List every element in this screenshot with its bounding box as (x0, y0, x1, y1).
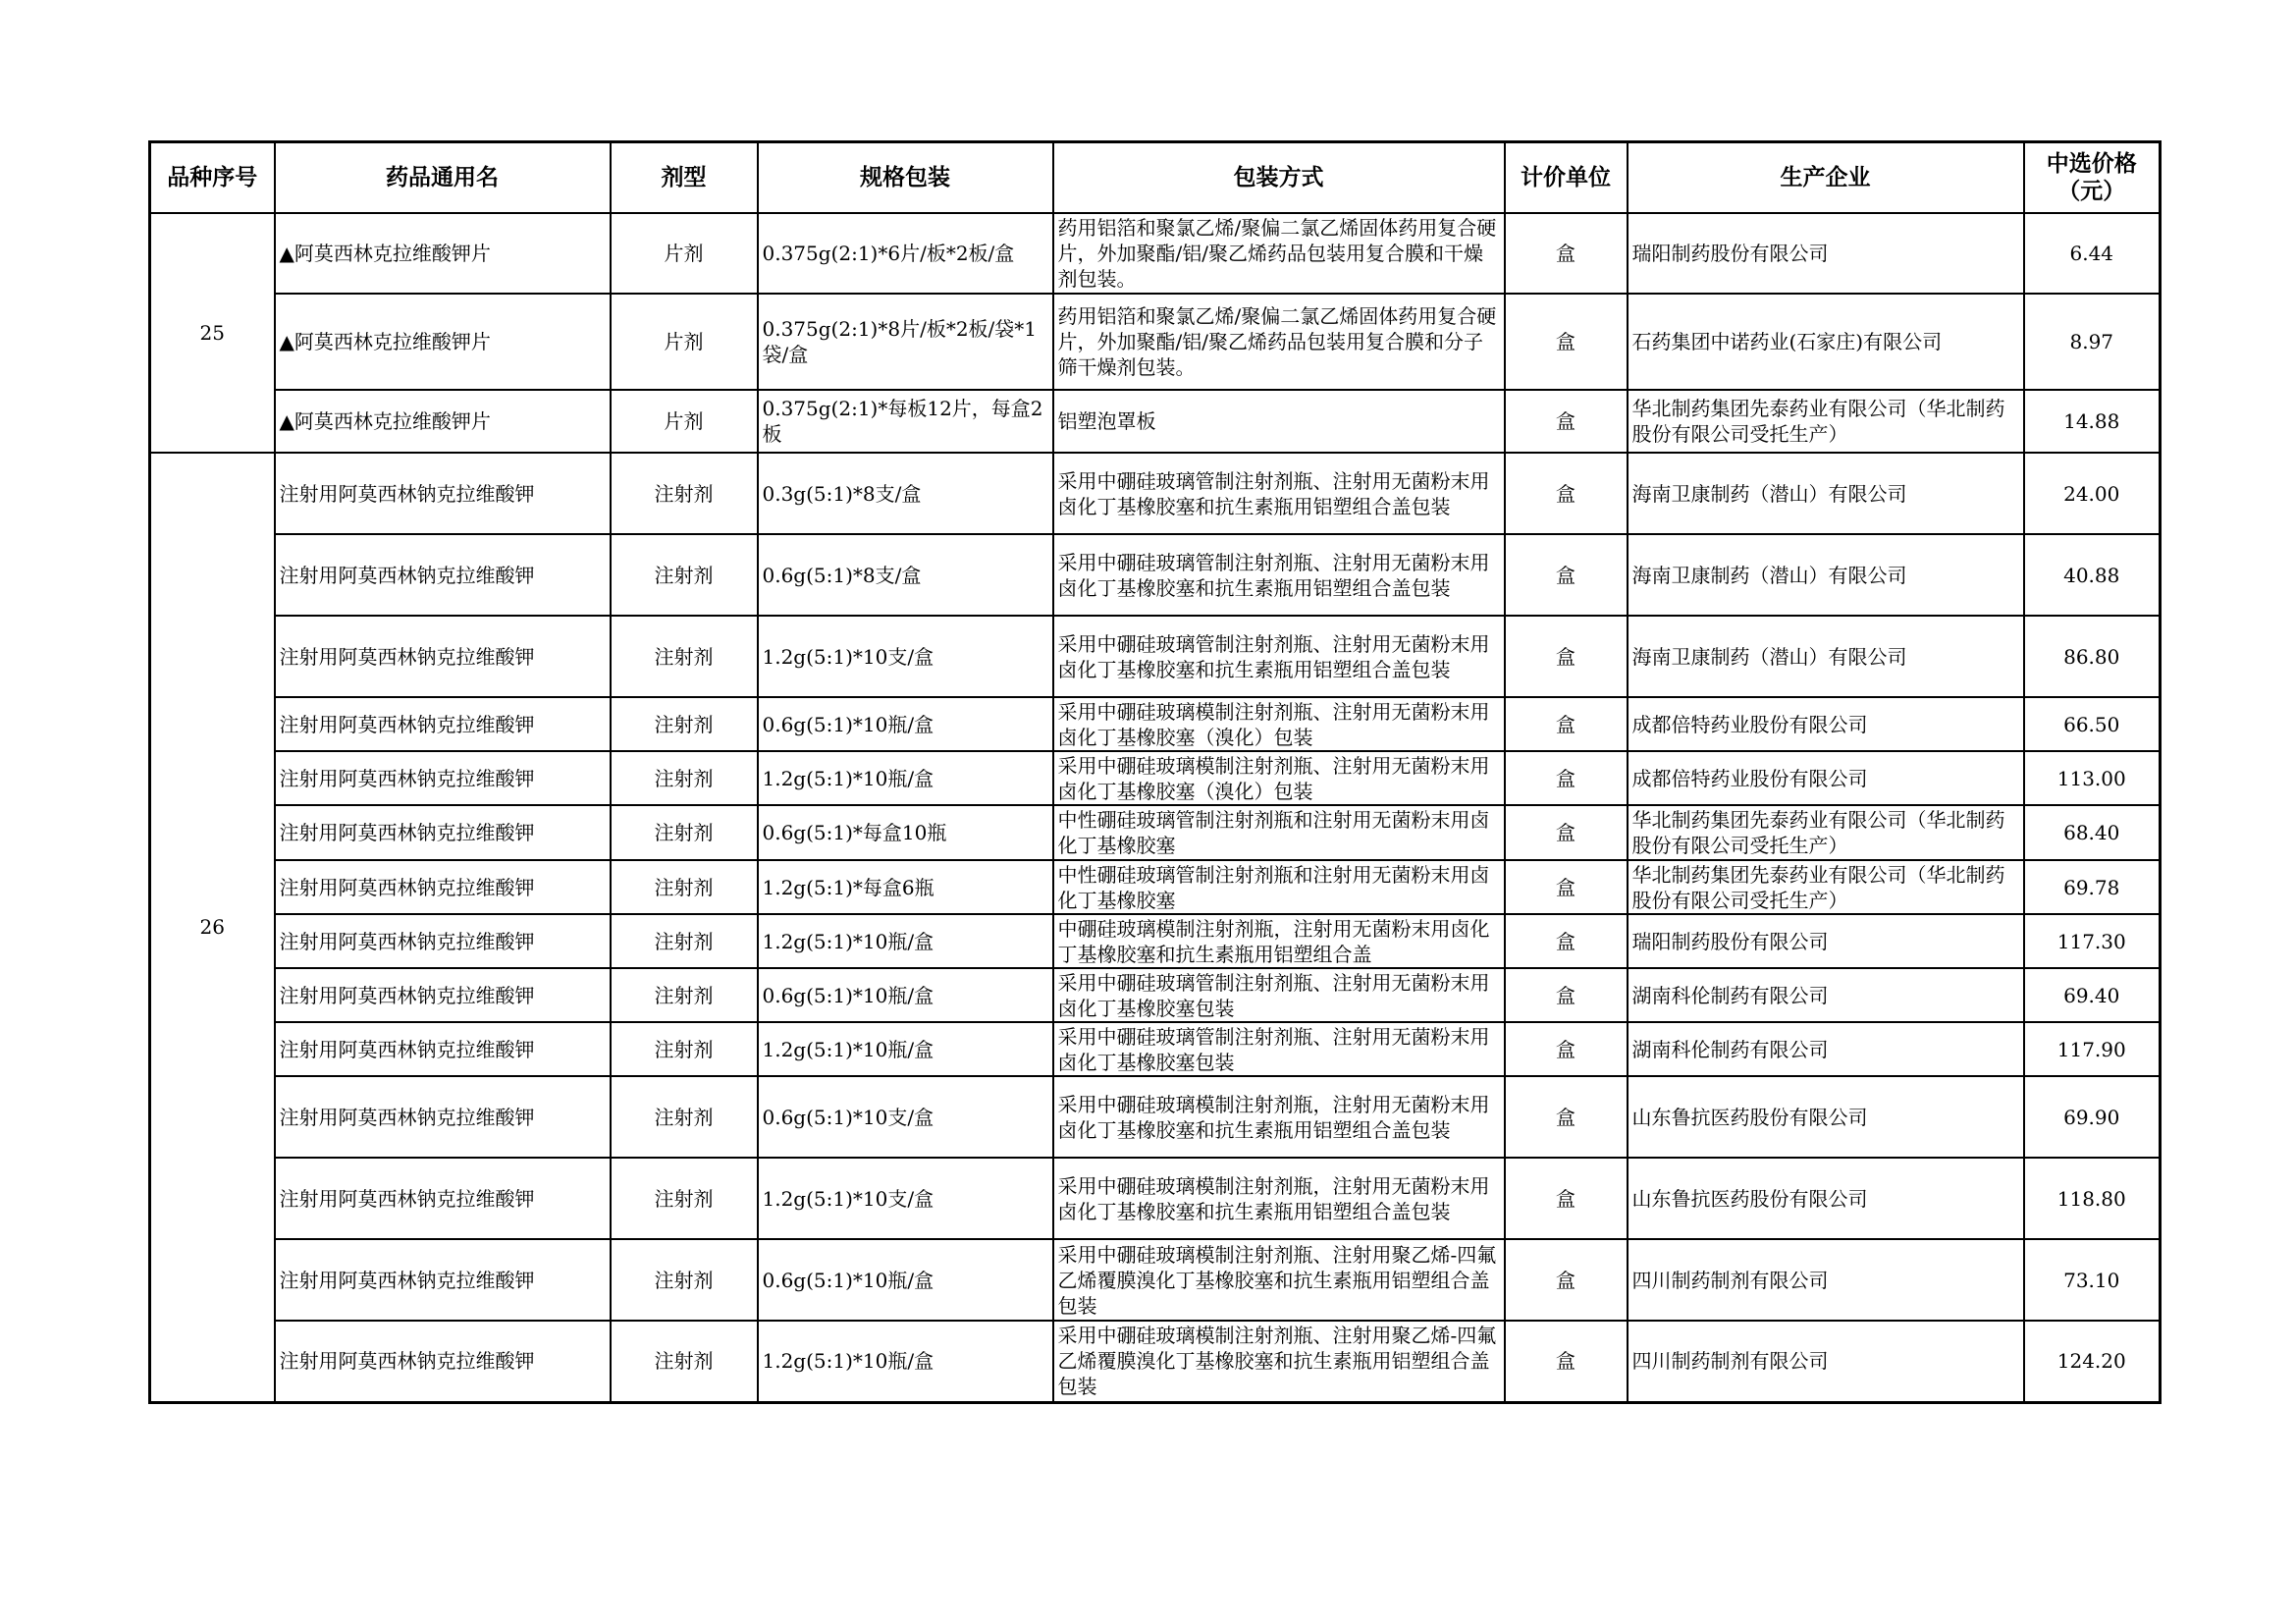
dosage-form-cell: 注射剂 (611, 1076, 758, 1158)
spec-package-cell: 0.375g(2:1)*8片/板*2板/袋*1袋/盒 (758, 294, 1053, 390)
pricing-unit-cell: 盒 (1505, 534, 1628, 616)
pricing-unit-cell: 盒 (1505, 1158, 1628, 1239)
header-packaging-method: 包装方式 (1053, 142, 1505, 214)
table-row (150, 697, 2161, 751)
pricing-unit-cell: 盒 (1505, 1022, 1628, 1076)
manufacturer-cell: 成都倍特药业股份有限公司 (1628, 751, 2024, 805)
dosage-form-cell: 片剂 (611, 390, 758, 453)
table-row (150, 616, 2161, 697)
table-row (150, 1239, 2161, 1321)
pricing-unit-cell: 盒 (1505, 860, 1628, 914)
spec-package-cell: 1.2g(5:1)*10瓶/盒 (758, 1022, 1053, 1076)
manufacturer-cell: 石药集团中诺药业(石家庄)有限公司 (1628, 294, 2024, 390)
table-body (150, 213, 2161, 1402)
packaging-method-cell: 药用铝箔和聚氯乙烯/聚偏二氯乙烯固体药用复合硬片，外加聚酯/铝/聚乙烯药品包装用复合膜和分子筛干燥剂包装。 (1053, 294, 1505, 390)
packaging-method-cell: 铝塑泡罩板 (1053, 390, 1505, 453)
header-variety-no: 品种序号 (150, 142, 275, 214)
packaging-method-cell: 采用中硼硅玻璃模制注射剂瓶、注射用聚乙烯-四氟乙烯覆膜溴化丁基橡胶塞和抗生素瓶用铝塑组合盖包装 (1053, 1321, 1505, 1402)
generic-name-cell: 注射用阿莫西林钠克拉维酸钾 (275, 860, 611, 914)
manufacturer-cell: 海南卫康制药（潜山）有限公司 (1628, 534, 2024, 616)
packaging-method-cell: 采用中硼硅玻璃模制注射剂瓶、注射用无菌粉末用卤化丁基橡胶塞（溴化）包装 (1053, 697, 1505, 751)
generic-name-cell: 注射用阿莫西林钠克拉维酸钾 (275, 534, 611, 616)
price-cell: 73.10 (2024, 1239, 2161, 1321)
header-row (150, 142, 2161, 214)
dosage-form-cell: 注射剂 (611, 697, 758, 751)
dosage-form-cell: 注射剂 (611, 751, 758, 805)
drug-price-table (148, 140, 2162, 1404)
spec-package-cell: 1.2g(5:1)*每盒6瓶 (758, 860, 1053, 914)
pricing-unit-cell: 盒 (1505, 616, 1628, 697)
spec-package-cell: 1.2g(5:1)*10支/盒 (758, 1158, 1053, 1239)
price-cell: 40.88 (2024, 534, 2161, 616)
manufacturer-cell: 海南卫康制药（潜山）有限公司 (1628, 453, 2024, 534)
generic-name-cell: 注射用阿莫西林钠克拉维酸钾 (275, 1158, 611, 1239)
dosage-form-cell: 注射剂 (611, 968, 758, 1022)
generic-name-cell: 注射用阿莫西林钠克拉维酸钾 (275, 1321, 611, 1402)
manufacturer-cell: 瑞阳制药股份有限公司 (1628, 914, 2024, 968)
table-row (150, 1321, 2161, 1402)
price-cell: 69.78 (2024, 860, 2161, 914)
generic-name-cell: 注射用阿莫西林钠克拉维酸钾 (275, 616, 611, 697)
spec-package-cell: 0.3g(5:1)*8支/盒 (758, 453, 1053, 534)
generic-name-cell: 注射用阿莫西林钠克拉维酸钾 (275, 805, 611, 860)
pricing-unit-cell: 盒 (1505, 213, 1628, 294)
variety-number-cell: 26 (150, 453, 275, 1402)
table-row (150, 390, 2161, 453)
dosage-form-cell: 片剂 (611, 213, 758, 294)
spec-package-cell: 0.6g(5:1)*10支/盒 (758, 1076, 1053, 1158)
manufacturer-cell: 华北制药集团先泰药业有限公司（华北制药股份有限公司受托生产） (1628, 390, 2024, 453)
variety-number-cell: 25 (150, 213, 275, 453)
spec-package-cell: 1.2g(5:1)*10瓶/盒 (758, 914, 1053, 968)
price-cell: 117.90 (2024, 1022, 2161, 1076)
dosage-form-cell: 注射剂 (611, 860, 758, 914)
pricing-unit-cell: 盒 (1505, 453, 1628, 534)
dosage-form-cell: 注射剂 (611, 805, 758, 860)
generic-name-cell: 注射用阿莫西林钠克拉维酸钾 (275, 1076, 611, 1158)
packaging-method-cell: 采用中硼硅玻璃模制注射剂瓶、注射用聚乙烯-四氟乙烯覆膜溴化丁基橡胶塞和抗生素瓶用铝塑组合盖包装 (1053, 1239, 1505, 1321)
dosage-form-cell: 注射剂 (611, 1158, 758, 1239)
pricing-unit-cell: 盒 (1505, 914, 1628, 968)
packaging-method-cell: 采用中硼硅玻璃管制注射剂瓶、注射用无菌粉末用卤化丁基橡胶塞和抗生素瓶用铝塑组合盖包装 (1053, 453, 1505, 534)
packaging-method-cell: 采用中硼硅玻璃模制注射剂瓶、注射用无菌粉末用卤化丁基橡胶塞（溴化）包装 (1053, 751, 1505, 805)
spec-package-cell: 0.6g(5:1)*8支/盒 (758, 534, 1053, 616)
price-cell: 124.20 (2024, 1321, 2161, 1402)
manufacturer-cell: 四川制药制剂有限公司 (1628, 1239, 2024, 1321)
generic-name-cell: 注射用阿莫西林钠克拉维酸钾 (275, 751, 611, 805)
header-selected-price (2024, 142, 2161, 214)
spec-package-cell: 0.6g(5:1)*10瓶/盒 (758, 697, 1053, 751)
pricing-unit-cell: 盒 (1505, 968, 1628, 1022)
price-cell: 24.00 (2024, 453, 2161, 534)
packaging-method-cell: 药用铝箔和聚氯乙烯/聚偏二氯乙烯固体药用复合硬片，外加聚酯/铝/聚乙烯药品包装用复合膜和干燥剂包装。 (1053, 213, 1505, 294)
packaging-method-cell: 中性硼硅玻璃管制注射剂瓶和注射用无菌粉末用卤化丁基橡胶塞 (1053, 805, 1505, 860)
price-cell: 8.97 (2024, 294, 2161, 390)
header-dosage-form: 剂型 (611, 142, 758, 214)
table-row (150, 1022, 2161, 1076)
table-row (150, 1076, 2161, 1158)
price-cell: 117.30 (2024, 914, 2161, 968)
manufacturer-cell: 华北制药集团先泰药业有限公司（华北制药股份有限公司受托生产） (1628, 805, 2024, 860)
header-generic-name: 药品通用名 (275, 142, 611, 214)
pricing-unit-cell: 盒 (1505, 1321, 1628, 1402)
manufacturer-cell: 华北制药集团先泰药业有限公司（华北制药股份有限公司受托生产） (1628, 860, 2024, 914)
dosage-form-cell: 注射剂 (611, 1239, 758, 1321)
table-row (150, 914, 2161, 968)
generic-name-cell: ▲阿莫西林克拉维酸钾片 (275, 213, 611, 294)
price-cell: 69.40 (2024, 968, 2161, 1022)
packaging-method-cell: 采用中硼硅玻璃模制注射剂瓶，注射用无菌粉末用卤化丁基橡胶塞和抗生素瓶用铝塑组合盖包装 (1053, 1076, 1505, 1158)
price-cell: 69.90 (2024, 1076, 2161, 1158)
packaging-method-cell: 采用中硼硅玻璃管制注射剂瓶、注射用无菌粉末用卤化丁基橡胶塞包装 (1053, 1022, 1505, 1076)
dosage-form-cell: 注射剂 (611, 616, 758, 697)
generic-name-cell: 注射用阿莫西林钠克拉维酸钾 (275, 453, 611, 534)
spec-package-cell: 1.2g(5:1)*10瓶/盒 (758, 1321, 1053, 1402)
table-row (150, 860, 2161, 914)
generic-name-cell: ▲阿莫西林克拉维酸钾片 (275, 294, 611, 390)
generic-name-cell: 注射用阿莫西林钠克拉维酸钾 (275, 1239, 611, 1321)
manufacturer-cell: 湖南科伦制药有限公司 (1628, 1022, 2024, 1076)
spec-package-cell: 0.375g(2:1)*6片/板*2板/盒 (758, 213, 1053, 294)
generic-name-cell: 注射用阿莫西林钠克拉维酸钾 (275, 914, 611, 968)
manufacturer-cell: 山东鲁抗医药股份有限公司 (1628, 1076, 2024, 1158)
header-price-line2: （元） (2057, 179, 2126, 204)
pricing-unit-cell: 盒 (1505, 390, 1628, 453)
price-cell: 14.88 (2024, 390, 2161, 453)
manufacturer-cell: 海南卫康制药（潜山）有限公司 (1628, 616, 2024, 697)
manufacturer-cell: 四川制药制剂有限公司 (1628, 1321, 2024, 1402)
table-row (150, 534, 2161, 616)
price-cell: 86.80 (2024, 616, 2161, 697)
pricing-unit-cell: 盒 (1505, 697, 1628, 751)
price-cell: 68.40 (2024, 805, 2161, 860)
price-cell: 118.80 (2024, 1158, 2161, 1239)
generic-name-cell: 注射用阿莫西林钠克拉维酸钾 (275, 1022, 611, 1076)
spec-package-cell: 1.2g(5:1)*10瓶/盒 (758, 751, 1053, 805)
price-cell: 66.50 (2024, 697, 2161, 751)
pricing-unit-cell: 盒 (1505, 1239, 1628, 1321)
price-cell: 6.44 (2024, 213, 2161, 294)
spec-package-cell: 0.375g(2:1)*每板12片，每盒2板 (758, 390, 1053, 453)
header-manufacturer: 生产企业 (1628, 142, 2024, 214)
packaging-method-cell: 中性硼硅玻璃管制注射剂瓶和注射用无菌粉末用卤化丁基橡胶塞 (1053, 860, 1505, 914)
price-cell: 113.00 (2024, 751, 2161, 805)
header-spec-package: 规格包装 (758, 142, 1053, 214)
generic-name-cell: 注射用阿莫西林钠克拉维酸钾 (275, 968, 611, 1022)
manufacturer-cell: 山东鲁抗医药股份有限公司 (1628, 1158, 2024, 1239)
spec-package-cell: 0.6g(5:1)*每盒10瓶 (758, 805, 1053, 860)
packaging-method-cell: 中硼硅玻璃模制注射剂瓶，注射用无菌粉末用卤化丁基橡胶塞和抗生素瓶用铝塑组合盖 (1053, 914, 1505, 968)
packaging-method-cell: 采用中硼硅玻璃管制注射剂瓶、注射用无菌粉末用卤化丁基橡胶塞包装 (1053, 968, 1505, 1022)
pricing-unit-cell: 盒 (1505, 805, 1628, 860)
table-row (150, 751, 2161, 805)
header-price-line1: 中选价格 (2046, 151, 2137, 177)
table-row (150, 213, 2161, 294)
header-pricing-unit: 计价单位 (1505, 142, 1628, 214)
generic-name-cell: ▲阿莫西林克拉维酸钾片 (275, 390, 611, 453)
spec-package-cell: 0.6g(5:1)*10瓶/盒 (758, 1239, 1053, 1321)
dosage-form-cell: 注射剂 (611, 534, 758, 616)
table-row (150, 453, 2161, 534)
table-row (150, 1158, 2161, 1239)
pricing-unit-cell: 盒 (1505, 1076, 1628, 1158)
generic-name-cell: 注射用阿莫西林钠克拉维酸钾 (275, 697, 611, 751)
packaging-method-cell: 采用中硼硅玻璃管制注射剂瓶、注射用无菌粉末用卤化丁基橡胶塞和抗生素瓶用铝塑组合盖包装 (1053, 616, 1505, 697)
manufacturer-cell: 成都倍特药业股份有限公司 (1628, 697, 2024, 751)
pricing-unit-cell: 盒 (1505, 294, 1628, 390)
dosage-form-cell: 注射剂 (611, 1321, 758, 1402)
packaging-method-cell: 采用中硼硅玻璃模制注射剂瓶，注射用无菌粉末用卤化丁基橡胶塞和抗生素瓶用铝塑组合盖包装 (1053, 1158, 1505, 1239)
table-row (150, 968, 2161, 1022)
dosage-form-cell: 注射剂 (611, 1022, 758, 1076)
manufacturer-cell: 瑞阳制药股份有限公司 (1628, 213, 2024, 294)
packaging-method-cell: 采用中硼硅玻璃管制注射剂瓶、注射用无菌粉末用卤化丁基橡胶塞和抗生素瓶用铝塑组合盖包装 (1053, 534, 1505, 616)
dosage-form-cell: 注射剂 (611, 914, 758, 968)
manufacturer-cell: 湖南科伦制药有限公司 (1628, 968, 2024, 1022)
spec-package-cell: 0.6g(5:1)*10瓶/盒 (758, 968, 1053, 1022)
dosage-form-cell: 注射剂 (611, 453, 758, 534)
table-row (150, 805, 2161, 860)
dosage-form-cell: 片剂 (611, 294, 758, 390)
table-row (150, 294, 2161, 390)
pricing-unit-cell: 盒 (1505, 751, 1628, 805)
spec-package-cell: 1.2g(5:1)*10支/盒 (758, 616, 1053, 697)
